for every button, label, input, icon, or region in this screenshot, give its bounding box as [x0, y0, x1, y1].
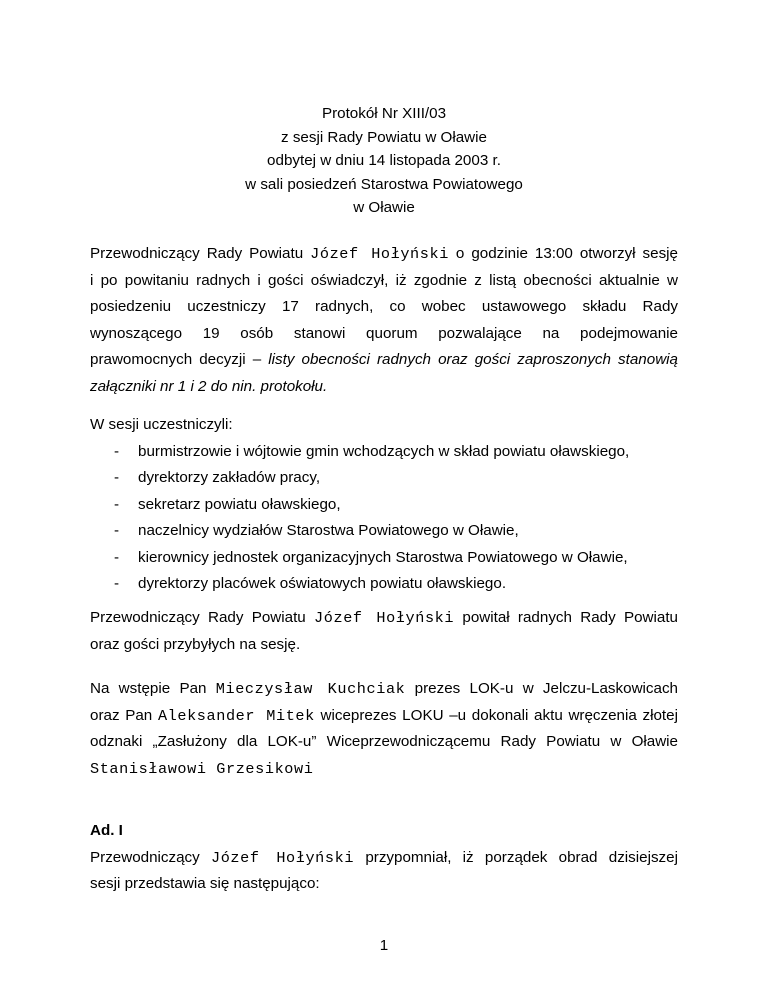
- award-line-1: [90, 676, 678, 703]
- opening-line-3: posiedzeniu uczestniczy 17 radnych, co wobec ustawowego składu Rady: [90, 298, 678, 315]
- opening-line-5: [90, 347, 678, 374]
- protocol-header: [0, 102, 768, 220]
- list-item: [90, 571, 678, 598]
- ad-1-line-2: sesji przedstawia się następująco:: [90, 875, 320, 892]
- list-item-text: naczelnicy wydziałów Starostwa Powiatowego w Oławie,: [138, 522, 519, 539]
- ad-1-text: Przewodniczący: [90, 848, 200, 866]
- opening-line-1: [90, 241, 678, 268]
- award-line-2: [90, 703, 678, 730]
- opening-paragraph: [90, 241, 678, 400]
- greeting-paragraph: [90, 605, 678, 658]
- opening-line-4: wynoszącego 19 osób stanowi quorum pozwalające na podejmowanie: [90, 324, 678, 342]
- list-item-text: kierownicy jednostek organizacyjnych Starostwa Powiatowego w Oławie,: [138, 548, 628, 566]
- list-dash: -: [114, 495, 120, 513]
- list-dash: -: [114, 548, 120, 566]
- greeting-line-2: oraz gości przybyłych na sesję.: [90, 635, 301, 653]
- list-dash: -: [114, 442, 120, 460]
- award-text-4: wiceprezes LOKU –u dokonali aktu wręczenia złotej: [320, 706, 678, 724]
- list-item: [90, 492, 678, 519]
- lok-vicepresident-name: Aleksander Mitek: [157, 706, 315, 725]
- protocol-number: Protokół Nr XIII/03: [321, 105, 447, 122]
- list-dash: -: [114, 522, 120, 539]
- greeting-line-1: [90, 605, 678, 632]
- attendees-list: [90, 439, 678, 598]
- award-text-3: oraz Pan: [90, 706, 153, 724]
- page-number: 1: [379, 937, 389, 954]
- award-paragraph: [90, 676, 678, 782]
- opening-text-2: o godzinie 13:00 otworzył sesję: [455, 245, 678, 262]
- list-item-text: burmistrzowie i wójtowie gmin wchodzących w skład powiatu oławskiego,: [138, 442, 630, 460]
- greeting-text-2: powitał radnych Rady Powiatu: [462, 609, 678, 626]
- greeting-text: Przewodniczący Rady Powiatu: [90, 609, 306, 626]
- ad-1-heading: Ad. I: [90, 822, 123, 839]
- chairman-name: Józef Hołyński: [314, 609, 455, 627]
- award-line-3: odznaki „Zasłużony dla LOK-u” Wiceprzewodniczącemu Rady Powiatu w Oławie: [90, 733, 678, 750]
- list-item-text: dyrektorzy placówek oświatowych powiatu oławskiego.: [138, 575, 507, 592]
- lok-president-name: Mieczysław Kuchciak: [215, 680, 406, 698]
- session-date: odbytej w dniu 14 listopada 2003 r.: [267, 152, 501, 170]
- list-item-text: dyrektorzy zakładów pracy,: [138, 469, 321, 486]
- list-item: [90, 439, 678, 466]
- session-venue: w sali posiedzeń Starostwa Powiatowego: [245, 175, 523, 193]
- attachments-note: listy obecności radnych oraz gości zaproszonych stanowią: [268, 351, 678, 368]
- recipient-name: Stanisławowi Grzesikowi: [90, 759, 314, 778]
- ad-1-section: [90, 818, 678, 898]
- list-item-text: sekretarz powiatu oławskiego,: [138, 495, 341, 513]
- session-town: w Oławie: [353, 199, 415, 217]
- award-text: Na wstępie Pan: [90, 680, 207, 697]
- decisions-text: prawomocnych decyzji –: [90, 351, 269, 368]
- session-title: z sesji Rady Powiatu w Oławie: [281, 128, 487, 146]
- attendees-section: [90, 412, 678, 598]
- award-text-2: prezes LOK-u w Jelczu-Laskowicach: [414, 680, 678, 697]
- chairman-name: Józef Hołyński: [211, 848, 355, 867]
- list-item: [90, 518, 678, 545]
- list-dash: -: [114, 469, 120, 486]
- ad-1-text-2: przypomniał, iż porządek obrad dzisiejszej: [365, 848, 678, 866]
- list-item: [90, 465, 678, 492]
- opening-text: Przewodniczący Rady Powiatu: [90, 245, 304, 262]
- list-dash: -: [114, 575, 120, 592]
- chairman-name: Józef Hołyński: [310, 245, 449, 263]
- attachments-note-2: załączniki nr 1 i 2 do nin. protokołu.: [90, 377, 328, 395]
- opening-line-2: i po powitaniu radnych i gości oświadczył, iż zgodnie z listą obecności aktualnie w: [90, 271, 678, 289]
- list-item: [90, 545, 678, 572]
- attendees-heading: W sesji uczestniczyli:: [90, 416, 233, 433]
- ad-1-line-1: [90, 845, 678, 872]
